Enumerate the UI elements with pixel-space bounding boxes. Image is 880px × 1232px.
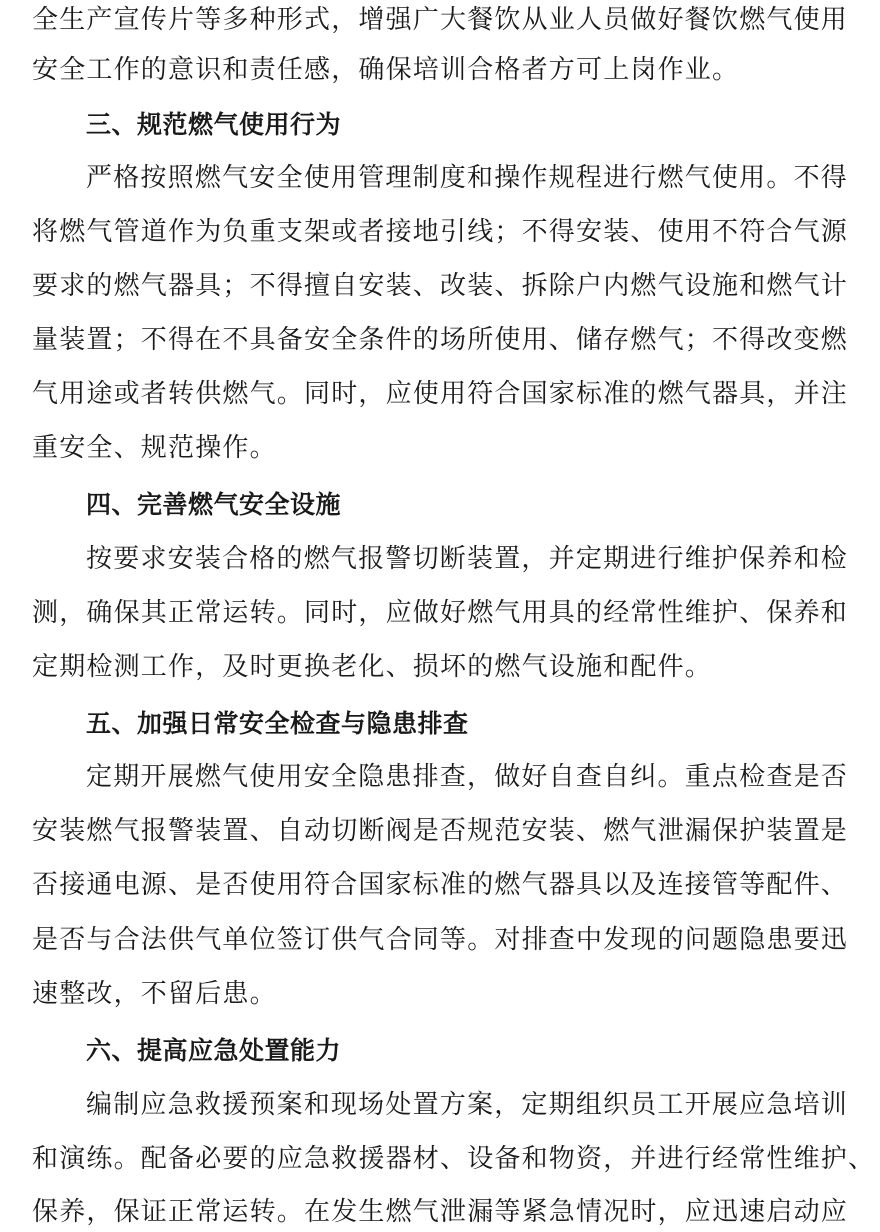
paragraph-line: 是否与合法供气单位签订供气合同等。对排查中发现的问题隐患要迅 — [32, 925, 849, 955]
section-heading-4: 四、完善燃气安全设施 — [86, 490, 342, 519]
paragraph-line: 气用途或者转供燃气。同时，应使用符合国家标准的燃气器具，并注 — [32, 379, 849, 409]
paragraph-line: 量装置；不得在不具备安全条件的场所使用、储存燃气；不得改变燃 — [32, 325, 849, 355]
paragraph-line: 安全工作的意识和责任感，确保培训合格者方可上岗作业。 — [32, 55, 740, 85]
paragraph-line: 严格按照燃气安全使用管理制度和操作规程进行燃气使用。不得 — [86, 163, 848, 193]
section-heading-6: 六、提高应急处置能力 — [86, 1036, 342, 1065]
paragraph-line: 全生产宣传片等多种形式，增强广大餐饮从业人员做好餐饮燃气使用 — [32, 5, 849, 35]
paragraph-line: 安装燃气报警装置、自动切断阀是否规范安装、燃气泄漏保护装置是 — [32, 816, 849, 846]
section-heading-5: 五、加强日常安全检查与隐患排查 — [86, 709, 469, 738]
paragraph-line: 将燃气管道作为负重支架或者接地引线；不得安装、使用不符合气源 — [32, 217, 849, 247]
paragraph-line: 保养，保证正常运转。在发生燃气泄漏等紧急情况时，应迅速启动应 — [32, 1197, 849, 1227]
paragraph-line: 定期检测工作，及时更换老化、损坏的燃气设施和配件。 — [32, 652, 713, 682]
paragraph-line: 编制应急救援预案和现场处置方案，定期组织员工开展应急培训 — [86, 1090, 848, 1120]
section-heading-3: 三、规范燃气使用行为 — [86, 110, 342, 139]
paragraph-line: 否接通电源、是否使用符合国家标准的燃气器具以及连接管等配件、 — [32, 870, 849, 900]
paragraph-line: 重安全、规范操作。 — [32, 433, 277, 463]
paragraph-line: 和演练。配备必要的应急救援器材、设备和物资，并进行经常性维护、 — [32, 1144, 876, 1174]
paragraph-line: 测，确保其正常运转。同时，应做好燃气用具的经常性维护、保养和 — [32, 598, 849, 628]
paragraph-line: 按要求安装合格的燃气报警切断装置，并定期进行维护保养和检 — [86, 544, 848, 574]
paragraph-line: 定期开展燃气使用安全隐患排查，做好自查自纠。重点检查是否 — [86, 762, 848, 792]
paragraph-line: 要求的燃气器具；不得擅自安装、改装、拆除户内燃气设施和燃气计 — [32, 271, 849, 301]
paragraph-line: 速整改，不留后患。 — [32, 979, 277, 1009]
